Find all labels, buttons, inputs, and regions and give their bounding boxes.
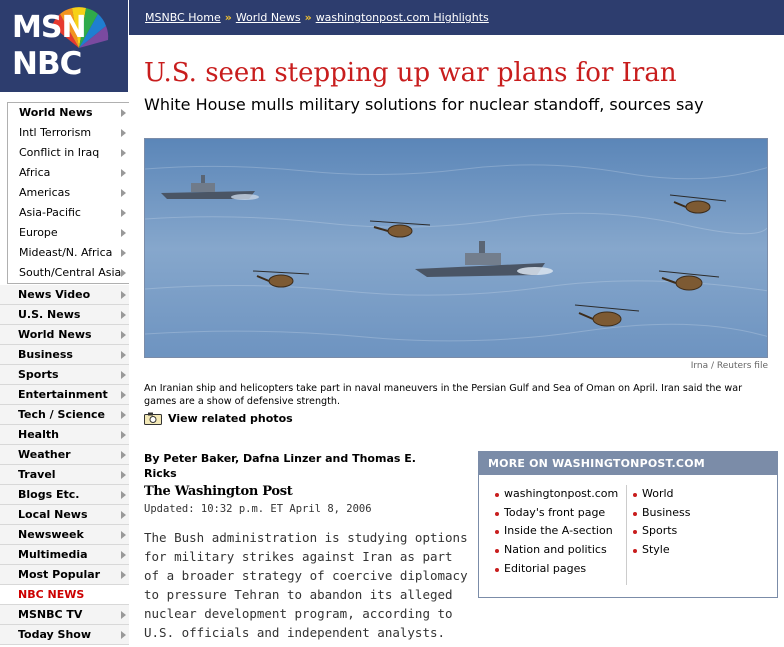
subnav-item[interactable]: Americas: [8, 183, 129, 203]
wp-link[interactable]: World: [633, 485, 691, 504]
arrow-right-icon: [121, 291, 126, 299]
breadcrumb-separator: »: [224, 11, 232, 24]
wp-link[interactable]: Nation and politics: [495, 541, 626, 560]
arrow-right-icon: [121, 551, 126, 559]
breadcrumb-separator: »: [304, 11, 312, 24]
breadcrumb-msnbc-home[interactable]: MSNBC Home: [145, 11, 221, 24]
arrow-right-icon: [121, 351, 126, 359]
arrow-right-icon: [121, 229, 126, 237]
arrow-right-icon: [121, 129, 126, 137]
nav-item[interactable]: Blogs Etc.: [0, 485, 129, 505]
subnav-item[interactable]: Mideast/N. Africa: [8, 243, 129, 263]
nav-item[interactable]: Most Popular: [0, 565, 129, 585]
wp-link[interactable]: Sports: [633, 522, 691, 541]
arrow-right-icon: [121, 451, 126, 459]
arrow-right-icon: [121, 249, 126, 257]
byline: By Peter Baker, Dafna Linzer and Thomas E. Ricks: [144, 452, 416, 480]
subnav-item[interactable]: South/Central Asia: [8, 263, 129, 283]
arrow-right-icon: [121, 631, 126, 639]
article-body: The Bush administration is studying options for military strikes against Iran as part of a broader strategy of coercive diplomacy to pressure Tehran to abandon its alleged nuclear development program, according to U.S. officials and independent analysts.: [144, 530, 468, 640]
left-navigation: [0, 92, 129, 647]
subnav-item[interactable]: Africa: [8, 163, 129, 183]
subnav-item[interactable]: Asia-Pacific: [8, 203, 129, 223]
nav-item-nbc-news[interactable]: NBC NEWS: [0, 585, 129, 605]
wp-box-col2: [627, 485, 691, 585]
arrow-right-icon: [121, 169, 126, 177]
arrow-right-icon: [121, 531, 126, 539]
arrow-right-icon: [121, 269, 126, 277]
arrow-right-icon: [121, 109, 126, 117]
logo-nbc: NBC: [12, 46, 82, 82]
arrow-right-icon: [121, 391, 126, 399]
wp-link[interactable]: Inside the A-section: [495, 522, 626, 541]
nav-item[interactable]: Today Show: [0, 625, 129, 645]
photo-credit: Irna / Reuters file: [690, 361, 768, 371]
photo-caption: An Iranian ship and helicopters take part in naval maneuvers in the Persian Gulf and Sea of Oman on April. Iran said the war games are a show of defensive strength.: [144, 383, 743, 407]
msnbc-logo[interactable]: [0, 0, 128, 92]
wp-link[interactable]: Style: [633, 541, 691, 560]
view-related-photos-link[interactable]: [144, 411, 293, 425]
subnav-item[interactable]: Conflict in Iraq: [8, 143, 129, 163]
arrow-right-icon: [121, 471, 126, 479]
washington-post-logo[interactable]: The Washington Post: [144, 484, 293, 499]
subnav-item[interactable]: World News: [8, 103, 129, 123]
arrow-right-icon: [121, 311, 126, 319]
logo-msn: MSN: [12, 10, 86, 45]
arrow-right-icon: [121, 189, 126, 197]
view-related-photos-label: View related photos: [168, 411, 293, 425]
updated-timestamp: Updated: 10:32 p.m. ET April 8, 2006: [144, 503, 372, 515]
photo-image: [145, 139, 768, 358]
arrow-right-icon: [121, 149, 126, 157]
arrow-right-icon: [121, 611, 126, 619]
nav-item[interactable]: News Video: [0, 285, 129, 305]
nav-item[interactable]: Travel: [0, 465, 129, 485]
wp-link[interactable]: Editorial pages: [495, 560, 626, 579]
nav-item[interactable]: Health: [0, 425, 129, 445]
arrow-right-icon: [121, 331, 126, 339]
wp-box-title: MORE ON WASHINGTONPOST.COM: [479, 452, 777, 475]
page-subtitle: White House mulls military solutions for nuclear standoff, sources say: [144, 95, 704, 114]
wp-box-col1: [479, 485, 627, 585]
article-photo[interactable]: [144, 138, 768, 358]
more-on-wp-box: [478, 451, 778, 598]
wp-link[interactable]: Business: [633, 504, 691, 523]
nav-item[interactable]: Business: [0, 345, 129, 365]
nav-item[interactable]: World News: [0, 325, 129, 345]
nav-item[interactable]: Tech / Science: [0, 405, 129, 425]
nav-item[interactable]: Newsweek: [0, 525, 129, 545]
subnav-item[interactable]: Intl Terrorism: [8, 123, 129, 143]
page-title: U.S. seen stepping up war plans for Iran: [144, 58, 677, 88]
wp-link[interactable]: Today's front page: [495, 504, 626, 523]
camera-icon: [144, 412, 162, 425]
wp-link[interactable]: washingtonpost.com: [495, 485, 626, 504]
arrow-right-icon: [121, 209, 126, 217]
arrow-right-icon: [121, 571, 126, 579]
nav-item[interactable]: Local News: [0, 505, 129, 525]
breadcrumb-wp-highlights[interactable]: washingtonpost.com Highlights: [315, 11, 489, 24]
breadcrumb: [145, 11, 489, 24]
arrow-right-icon: [121, 491, 126, 499]
arrow-right-icon: [121, 411, 126, 419]
nav-item[interactable]: Multimedia: [0, 545, 129, 565]
arrow-right-icon: [121, 511, 126, 519]
top-bar: [129, 0, 784, 35]
nav-item[interactable]: Weather: [0, 445, 129, 465]
world-subnav: [7, 102, 129, 284]
arrow-right-icon: [121, 431, 126, 439]
nav-item[interactable]: MSNBC TV: [0, 605, 129, 625]
nav-item[interactable]: Sports: [0, 365, 129, 385]
subnav-item[interactable]: Europe: [8, 223, 129, 243]
nav-item[interactable]: Entertainment: [0, 385, 129, 405]
main-nav: [0, 285, 129, 645]
breadcrumb-world-news[interactable]: World News: [235, 11, 301, 24]
arrow-right-icon: [121, 371, 126, 379]
nav-item[interactable]: U.S. News: [0, 305, 129, 325]
